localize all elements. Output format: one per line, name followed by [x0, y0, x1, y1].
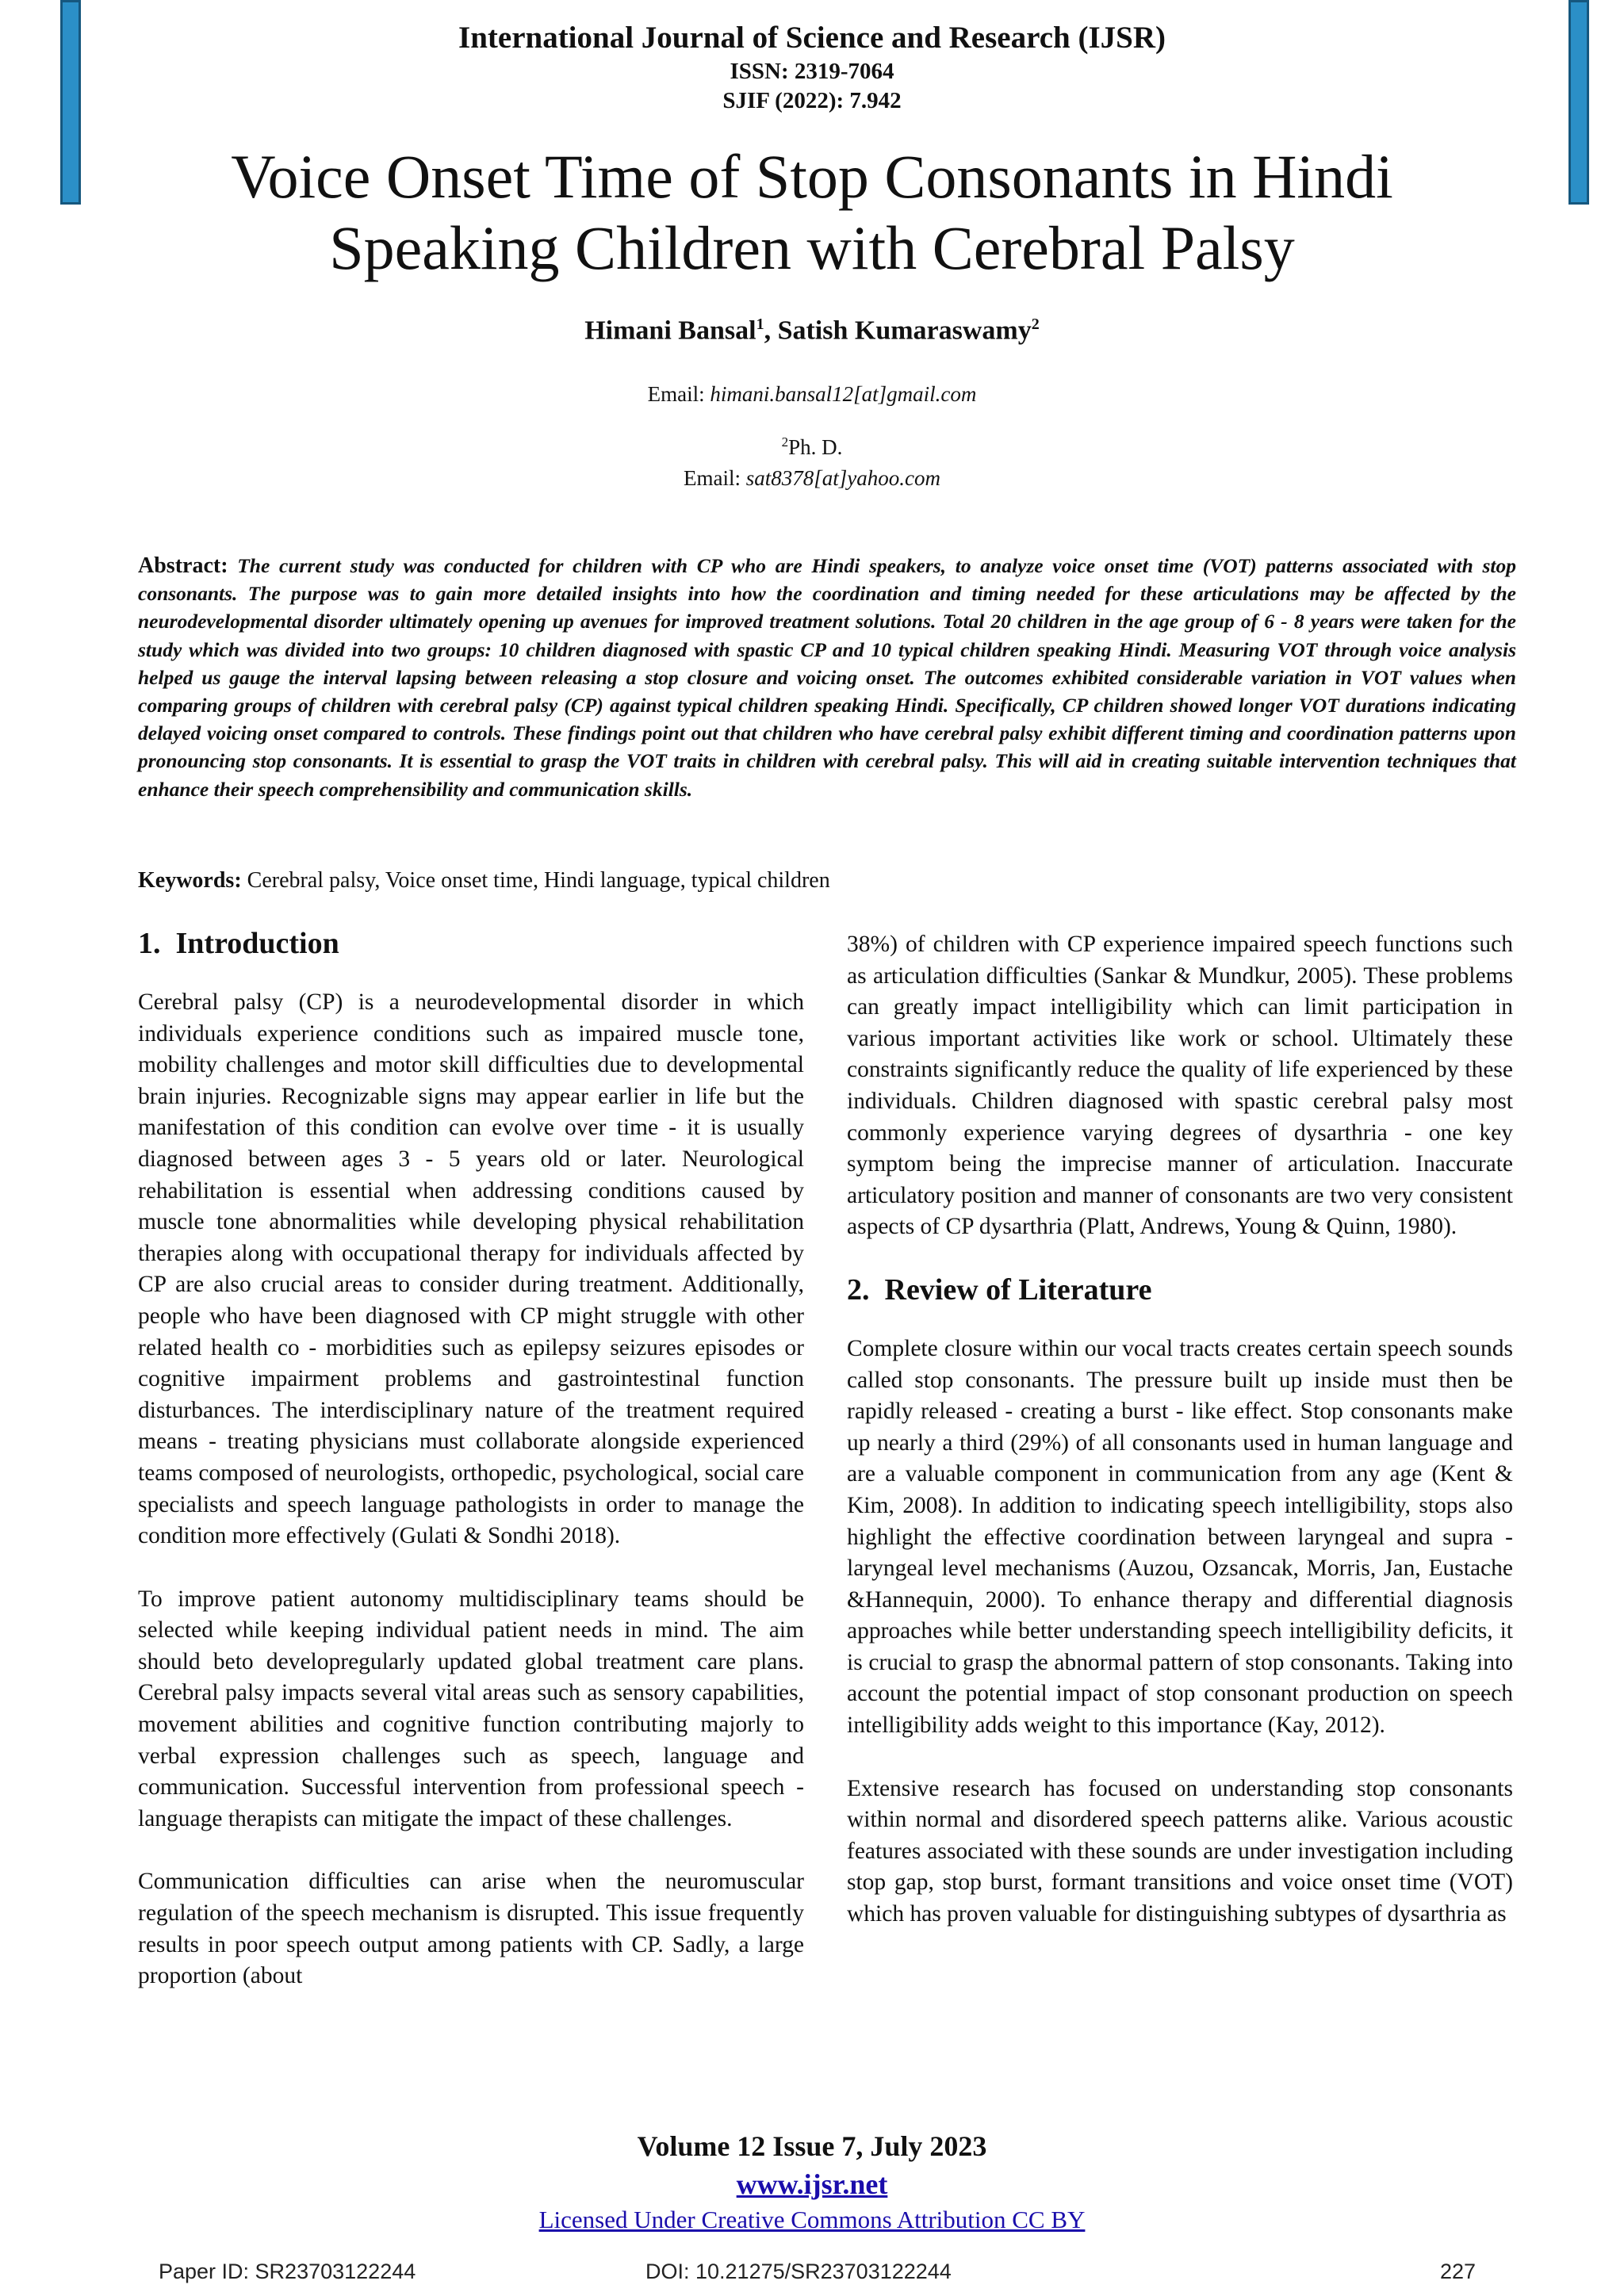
- left-column: [138, 924, 804, 1992]
- page-number: 227: [1440, 2260, 1477, 2283]
- title-line-2: Speaking Children with Cerebral Palsy: [329, 213, 1295, 282]
- keywords: [138, 868, 1516, 894]
- abstract: [138, 552, 1516, 803]
- review-paragraph-2: Extensive research has focused on understanding stop consonants within normal and disordered speech patterns alike. Various acoustic features associated with these sounds are under investigation including stop gap, stop burst, formant transitions and voice onset time (VOT) which has proven valuable for distinguishing subtypes of dysarthria as: [847, 1775, 1513, 1927]
- volume-issue: Volume 12 Issue 7, July 2023: [637, 2130, 987, 2162]
- author-separator: ,: [764, 316, 778, 346]
- email-label: Email:: [684, 466, 746, 490]
- paper-id: Paper ID: SR23703122244: [159, 2260, 416, 2283]
- doi: DOI: 10.21275/SR23703122244: [645, 2260, 952, 2283]
- journal-sjif: SJIF (2022): 7.942: [722, 88, 902, 113]
- title-line-1: Voice Onset Time of Stop Consonants in Hindi: [231, 142, 1393, 211]
- section-heading-review: 2. Review of Literature: [847, 1272, 1152, 1307]
- paper-title: [79, 141, 1545, 284]
- author-1-email-line: [0, 382, 1624, 407]
- journal-issn: ISSN: 2319-7064: [730, 59, 894, 84]
- author-2-email-line: [0, 466, 1624, 491]
- section-heading-introduction: 1. Introduction: [138, 927, 339, 960]
- journal-website-link[interactable]: www.ijsr.net: [736, 2168, 888, 2200]
- abstract-label: Abstract:: [138, 553, 228, 578]
- abstract-text: The current study was conducted for children with CP who are Hindi speakers, to analyze voice onset time (VOT) patterns associated with stop consonants. The purpose was to gain more detailed insights into how the coordination and timing needed for these articulations may be affected by the neurodevelopmental disorder ultimately opening up avenues for improved treatment solutions. Total 20 children in the age group of 6 - 8 years were taken for the study which was divided into two groups: 10 children diagnosed with spastic CP and 10 typical children speaking Hindi. Measuring VOT through voice analysis helped us gauge the interval lapsing between releasing a stop closure and voicing onset. The outcomes exhibited considerable variation in VOT values when comparing groups of children with cerebral palsy (CP) against typical children speaking Hindi. Specifically, CP children showed longer VOT durations indicating delayed voicing onset compared to controls. These findings point out that children who have cerebral palsy exhibit different timing and coordination patterns upon pronouncing stop consonants. It is essential to grasp the VOT traits in children with cerebral palsy. This will aid in creating suitable intervention techniques that enhance their speech comprehensibility and communication skills.: [138, 554, 1517, 801]
- email-label: Email:: [647, 382, 710, 406]
- keywords-label: Keywords:: [138, 868, 242, 893]
- author-2-affiliation-text: Ph. D.: [788, 435, 843, 459]
- author-2: Satish Kumaraswamy: [777, 316, 1032, 346]
- author-2-affiliation: 2: [1031, 316, 1040, 333]
- intro-paragraph-continued: 38%) of children with CP experience impaired speech functions such as articulation difficulties (Sankar & Mundkur, 2005). These problems can greatly impact intelligibility which can limit participation in various important activities like work or school. Ultimately these constraints significantly reduce the quality of life experienced by these individuals. Children diagnosed with spastic cerebral palsy most commonly experience varying degrees of dysarthria - one key symptom being the imprecise manner of articulation. Inaccurate articulatory position and manner of consonants are two very consistent aspects of CP dysarthria (Platt, Andrews, Young & Quinn, 1980).: [847, 932, 1513, 1240]
- review-paragraph-1: Complete closure within our vocal tracts creates certain speech sounds called stop consonants. The pressure built up inside must then be rapidly released - creating a burst - like effect. Stop consonants make up nearly a third (29%) of all consonants used in human language and are a valuable component in communication from any age (Kent & Kim, 2008). In addition to indicating speech intelligibility, stops also highlight the effective coordination between laryngeal and supra - laryngeal level mechanisms (Auzou, Ozsancak, Morris, Jan, Eustache &Hannequin, 2000). To enhance therapy and differential diagnosis approaches while better understanding speech intelligibility deficits, it is crucial to grasp the abnormal pattern of stop consonants. Taking into account the potential impact of stop consonant production on speech intelligibility adds weight to this importance (Kay, 2012).: [847, 1335, 1513, 1739]
- license-link[interactable]: Licensed Under Creative Commons Attribution CC BY: [538, 2206, 1086, 2233]
- author-1: Himani Bansal: [584, 316, 756, 346]
- author-1-email: himani.bansal12[at]gmail.com: [710, 382, 977, 406]
- intro-paragraph-2: To improve patient autonomy multidisciplinary teams should be selected while keeping individual patient needs in mind. The aim should beto developregularly updated global treatment care plans. Cerebral palsy impacts several vital areas such as sensory capabilities, movement abilities and cognitive function contributing majorly to verbal expression challenges such as speech, language and communication. Successful intervention from professional speech - language therapists can mitigate the impact of these challenges.: [138, 1586, 804, 1831]
- author-2-affiliation-line: [0, 434, 1624, 460]
- intro-paragraph-3: Communication difficulties can arise when the neuromuscular regulation of the speech mechanism is disrupted. This issue frequently results in poor speech output among patients with CP. Sadly, a large proportion (about: [138, 1869, 804, 1989]
- intro-paragraph-1: Cerebral palsy (CP) is a neurodevelopmental disorder in which individuals experience conditions such as impaired muscle tone, mobility challenges and motor skill difficulties due to developmental brain injuries. Recognizable signs may appear earlier in life but the manifestation of this condition can evolve over time - it is usually diagnosed between ages 3 - 5 years old or later. Neurological rehabilitation is essential when addressing conditions caused by muscle tone abnormalities while developing physical rehabilitation therapies along with occupational therapy for individuals affected by CP are also crucial areas to consider during treatment. Additionally, people who have been diagnosed with CP might struggle with other related health co - morbidities such as epilepsy seizures episodes or cognitive impairment problems and gastrointestinal function disturbances. The interdisciplinary nature of the treatment required means - treating physicians must collaborate alongside experienced teams composed of neurologists, orthopedic, psychological, social care specialists and speech language pathologists in order to manage the condition more effectively (Gulati & Sondhi 2018).: [138, 989, 804, 1549]
- author-list: [0, 316, 1624, 346]
- right-column: [847, 929, 1513, 1931]
- journal-name: International Journal of Science and Research (IJSR): [458, 21, 1166, 55]
- author-1-affiliation: 1: [756, 316, 764, 333]
- affiliation-marker: 2: [781, 434, 789, 450]
- journal-header: [0, 19, 1624, 116]
- keywords-text: Cerebral palsy, Voice onset time, Hindi language, typical children: [247, 868, 830, 893]
- author-2-email: sat8378[at]yahoo.com: [745, 466, 940, 490]
